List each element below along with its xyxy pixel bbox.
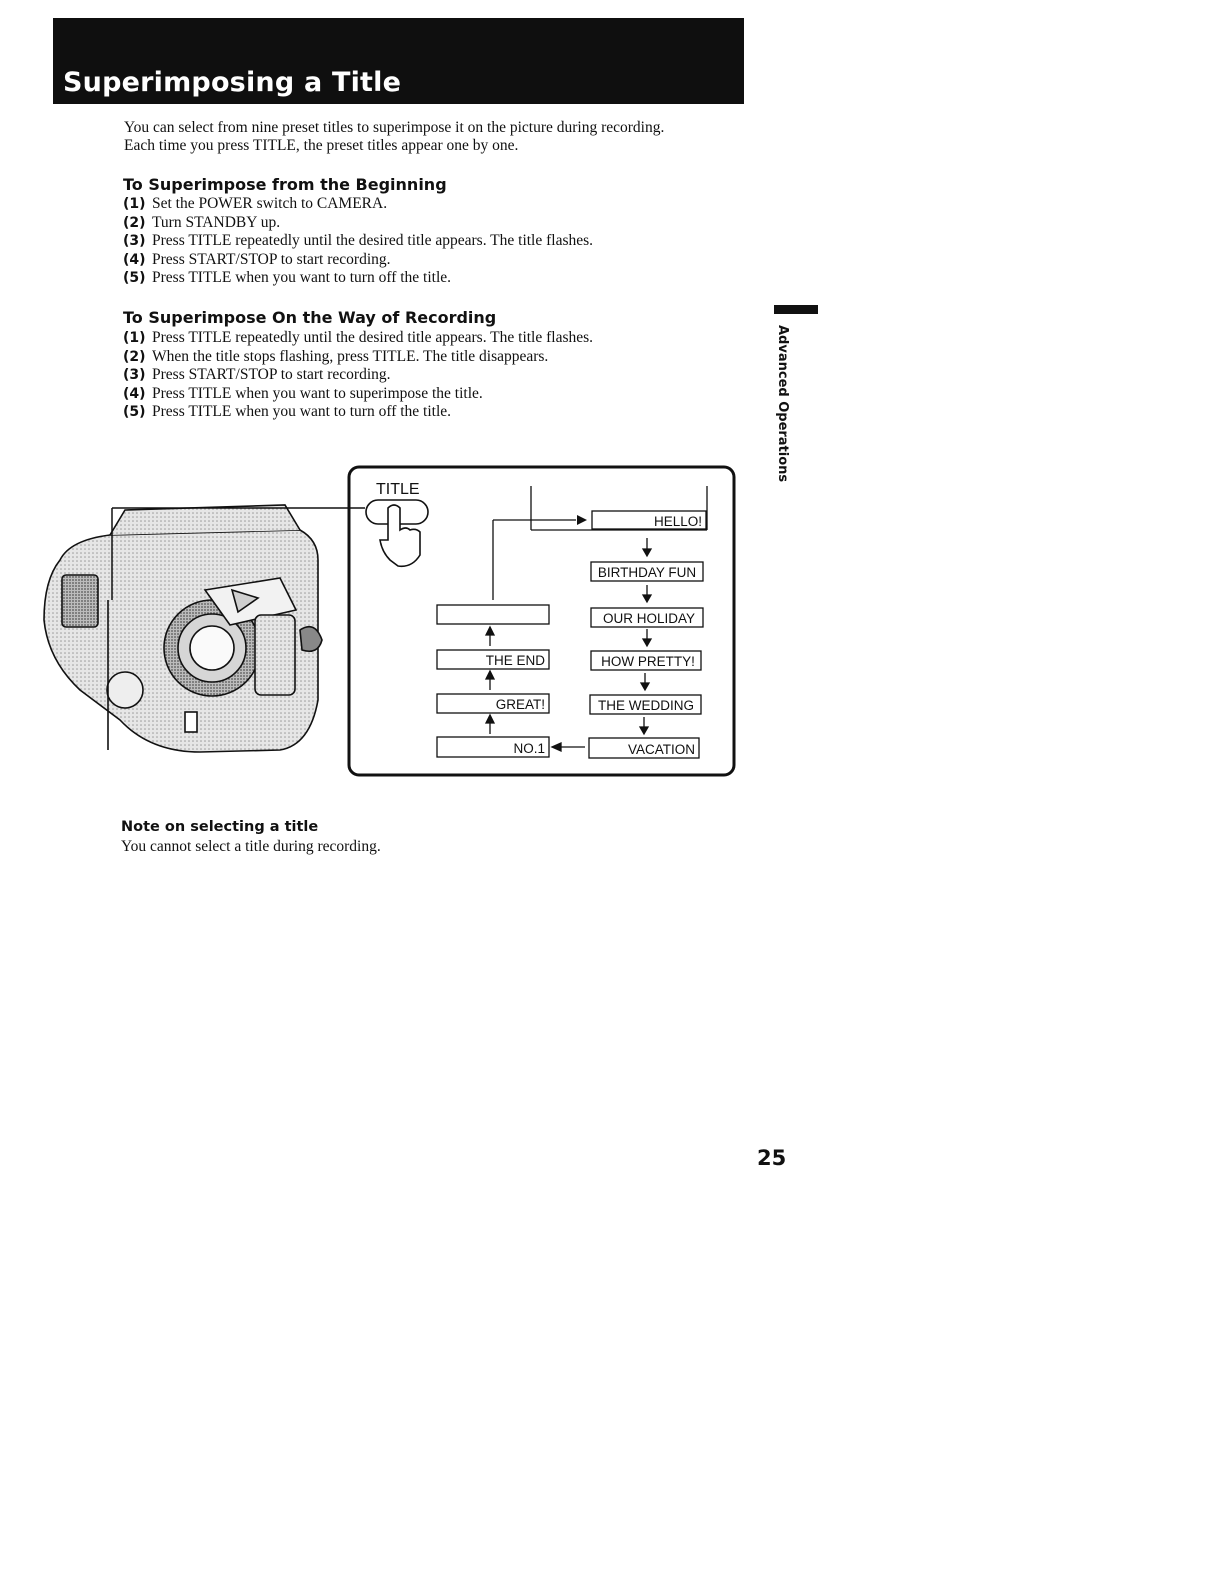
step-number: (4) [123, 251, 146, 268]
title-text-our-holiday: OUR HOLIDAY [602, 611, 696, 626]
section1-heading: To Superimpose from the Beginning [123, 175, 447, 194]
step-number: (4) [123, 385, 146, 402]
step-text: Press TITLE when you want to turn off the title. [152, 269, 452, 286]
step-text: Set the POWER switch to CAMERA. [152, 195, 388, 212]
intro-line: You can select from nine preset titles to superimpose it on the picture during recording. [124, 119, 665, 136]
step-number: (1) [123, 330, 146, 346]
step-number: (5) [123, 270, 146, 286]
step-text: Press TITLE repeatedly until the desired title appears. The title flashes. [152, 232, 594, 249]
step-text: Press START/STOP to start recording. [152, 250, 391, 268]
step-text: When the title stops flashing, press TITLE. The title disappears. [152, 347, 549, 365]
title-button-icon [366, 500, 428, 566]
step-number: (5) [123, 404, 146, 420]
title-button-label: TITLE [376, 481, 420, 498]
intro-line: Each time you press TITLE, the preset titles appear one by one. [124, 137, 519, 154]
flow-arrow-right [577, 515, 587, 525]
title-text-birthday-fun: BIRTHDAY FUN [597, 565, 697, 580]
flow-lines [493, 486, 707, 600]
side-section-label: Advanced Operations [775, 325, 790, 483]
title-text-how-pretty: HOW PRETTY! [601, 654, 695, 669]
note-heading: Note on selecting a title [121, 819, 319, 835]
step-number: (2) [123, 214, 146, 231]
step-text: Press START/STOP to start recording. [152, 366, 391, 383]
step-number: (3) [123, 233, 146, 249]
title-text-hello: HELLO! [653, 514, 702, 529]
title-text-vacation: VACATION [627, 742, 695, 757]
note-body: You cannot select a title during recording. [121, 838, 381, 855]
left-arrow [552, 743, 585, 751]
title-box-blank [437, 605, 549, 624]
step-text: Press TITLE when you want to superimpose the title. [152, 384, 483, 402]
page-title: Superimposing a Title [63, 67, 402, 98]
step-text: Press TITLE repeatedly until the desired title appears. The title flashes. [152, 329, 594, 346]
step-text: Press TITLE when you want to turn off the title. [152, 403, 452, 420]
camcorder-illustration [44, 505, 322, 752]
page-number: 25 [757, 1146, 787, 1170]
up-arrows [486, 627, 494, 734]
step-number: (3) [123, 367, 146, 383]
step-number: (2) [123, 348, 146, 365]
section2-heading: To Superimpose On the Way of Recording [123, 308, 497, 327]
title-text-no1: NO.1 [513, 741, 545, 756]
title-text-the-end: THE END [485, 653, 545, 668]
step-number: (1) [123, 196, 146, 212]
step-text: Turn STANDBY up. [152, 213, 281, 231]
title-text-the-wedding: THE WEDDING [598, 698, 694, 713]
title-text-great: GREAT! [495, 697, 545, 712]
